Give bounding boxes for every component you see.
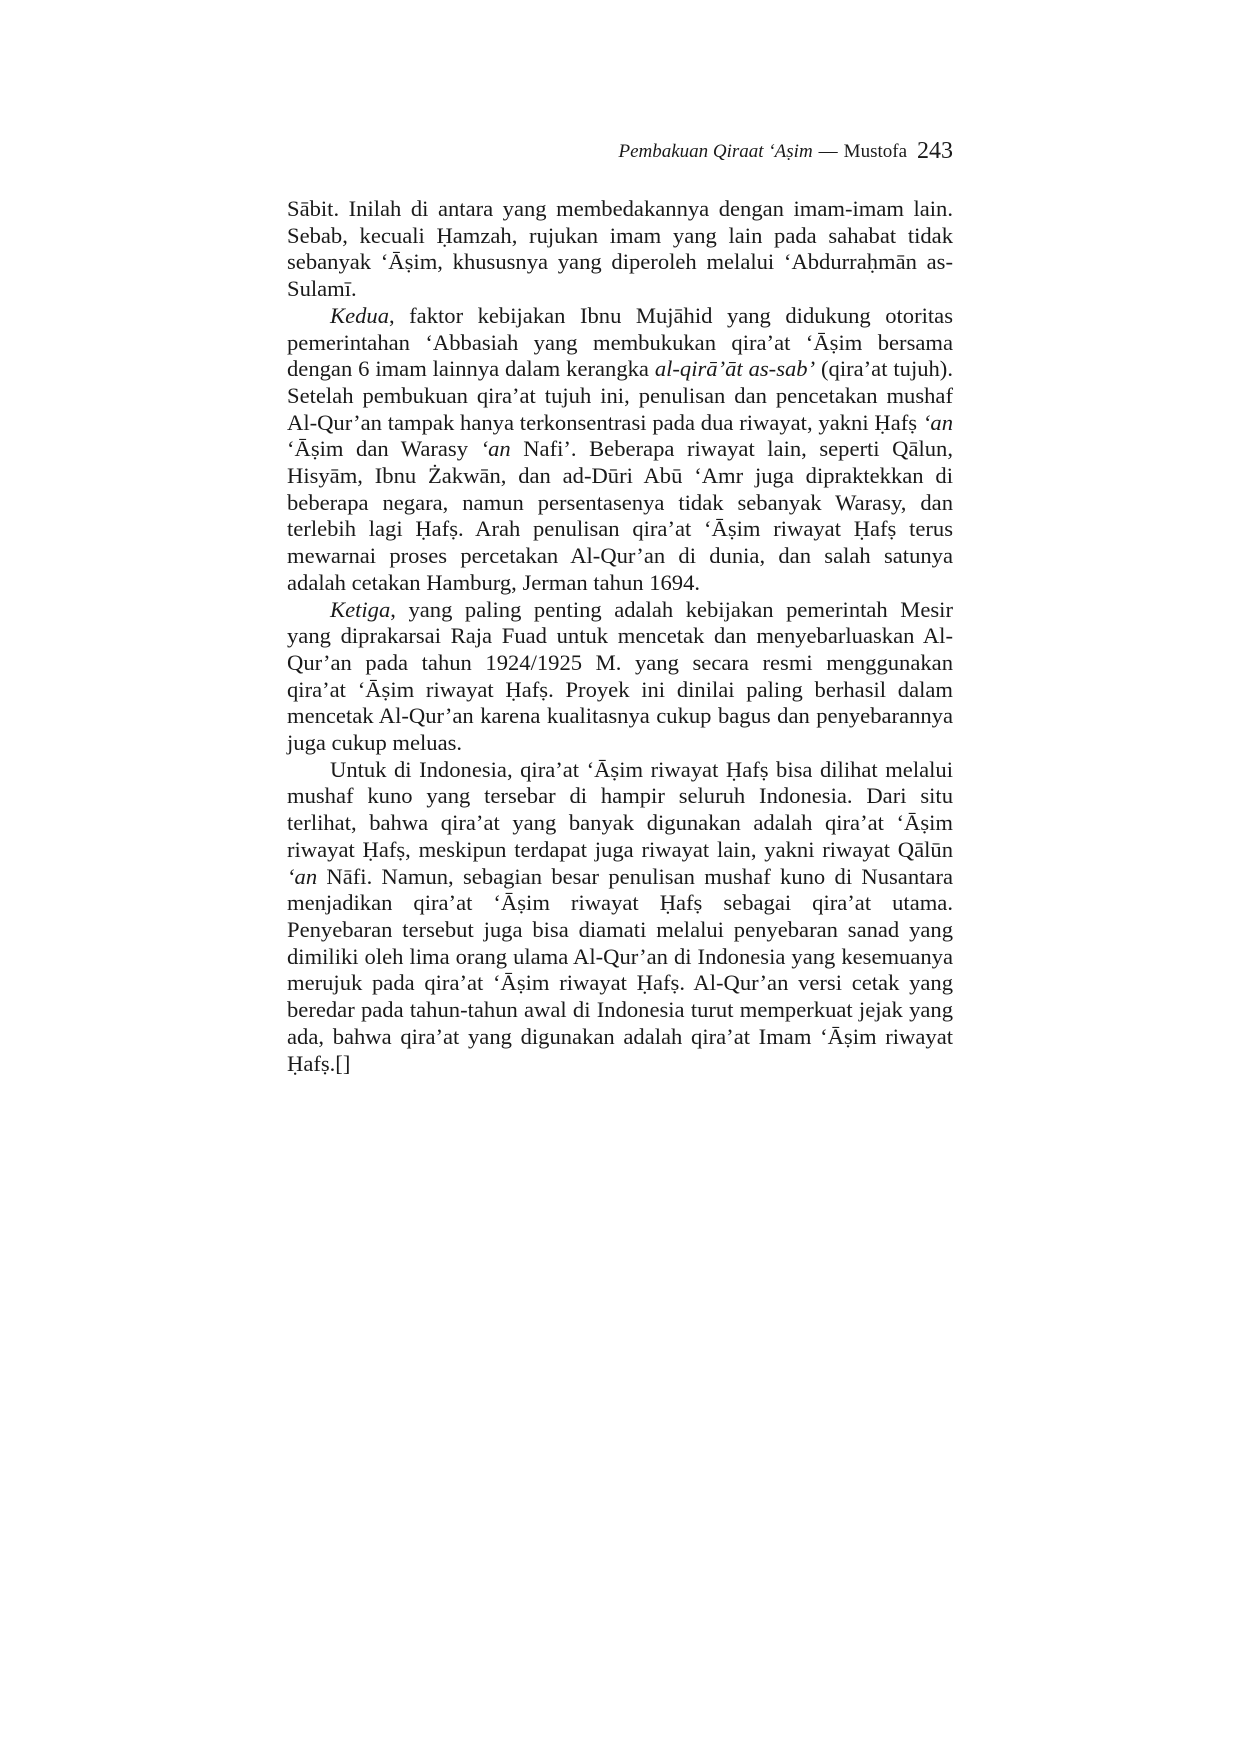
p1-text: Sābit. Inilah di antara yang membedakannya dengan imam-imam lain. Sebab, kecuali Ḥamzah, rujukan imam yang lain pada sahabat tidak sebanyak ‘Āṣim, khususnya yang diperoleh melalui ‘Abdurraḥmān as-Sulamī. — [287, 196, 953, 302]
p2-an2: ‘an — [480, 436, 511, 462]
p2-term: al-qirā’āt as-sab’ — [654, 356, 816, 382]
paragraph-3 — [287, 597, 953, 757]
p3-s1: , yang paling penting adalah kebijakan pemerintah Mesir yang diprakarsai Raja Fuad untuk mencetak dan menyebarluaskan Al-Qur’an pada tahun 1924/1925 M. yang secara resmi menggunakan qira’at ‘Āṣim riwayat Ḥafṣ. Proyek ini dinilai paling berhasil dalam mencetak Al-Qur’an karena kualitasnya cukup bagus dan penyebarannya juga cukup meluas. — [287, 596, 953, 756]
body-text — [287, 196, 953, 1077]
p4-s2: Nāfi. Namun, sebagian besar penulisan mushaf kuno di Nusantara menjadikan qira’at ‘Āṣim riwayat Ḥafṣ sebagai qira’at utama. Penyebaran tersebut juga bisa diamati melalui penyebaran sanad yang dimiliki oleh lima orang ulama Al-Qur’an di Indonesia yang kesemuanya merujuk pada qira’at ‘Āṣim riwayat Ḥafṣ. Al-Qur’an versi cetak yang beredar pada tahun-tahun awal di Indonesia turut memperkuat jejak yang ada, bahwa qira’at yang digunakan adalah qira’at Imam ‘Āṣim riwayat Ḥafṣ.[] — [287, 863, 953, 1076]
paragraph-4 — [287, 757, 953, 1077]
p2-s2: (qira’at tujuh). Setelah pembukuan qira’at tujuh ini, penulisan dan pencetakan mushaf Al-Qur’an tampak hanya terkonsentrasi pada dua riwayat, yakni Ḥafṣ — [287, 356, 953, 435]
header-separator: — — [818, 141, 838, 162]
p2-an1: ‘an — [922, 409, 953, 435]
p2-lead: Kedua — [330, 302, 389, 328]
p2-s3: ‘Āṣim dan Warasy — [287, 436, 481, 462]
p4-an: ‘an — [287, 863, 318, 889]
paragraph-1 — [287, 196, 953, 303]
paragraph-2 — [287, 303, 953, 597]
p3-lead: Ketiga — [330, 596, 391, 622]
running-author: Mustofa — [843, 141, 907, 162]
p2-s4: Nafi’. Beberapa riwayat lain, seperti Qālun, Hisyām, Ibnu Żakwān, dan ad-Dūri Abū ‘Amr juga dipraktekkan di beberapa negara, namun persentasenya tidak sebanyak Warasy, dan terlebih lagi Ḥafṣ. Arah penulisan qira’at ‘Āṣim riwayat Ḥafṣ terus mewarnai proses percetakan Al-Qur’an di dunia, dan salah satunya adalah cetakan Hamburg, Jerman tahun 1694. — [287, 436, 953, 595]
page-number: 243 — [917, 138, 953, 164]
running-title: Pembakuan Qiraat ‘Aṣim — [618, 141, 813, 162]
p2-s1: , faktor kebijakan Ibnu Mujāhid yang didukung otoritas pemerintahan ‘Abbasiah yang membukukan qira’at ‘Āṣim bersama dengan 6 imam lainnya dalam kerangka — [287, 302, 953, 382]
running-header — [287, 138, 953, 165]
p4-s1: Untuk di Indonesia, qira’at ‘Āṣim riwayat Ḥafṣ bisa dilihat melalui mushaf kuno yang tersebar di hampir seluruh Indonesia. Dari situ terlihat, bahwa qira’at yang banyak digunakan adalah qira’at ‘Āṣim riwayat Ḥafṣ, meskipun terdapat juga riwayat lain, yakni riwayat Qālūn — [287, 756, 953, 862]
